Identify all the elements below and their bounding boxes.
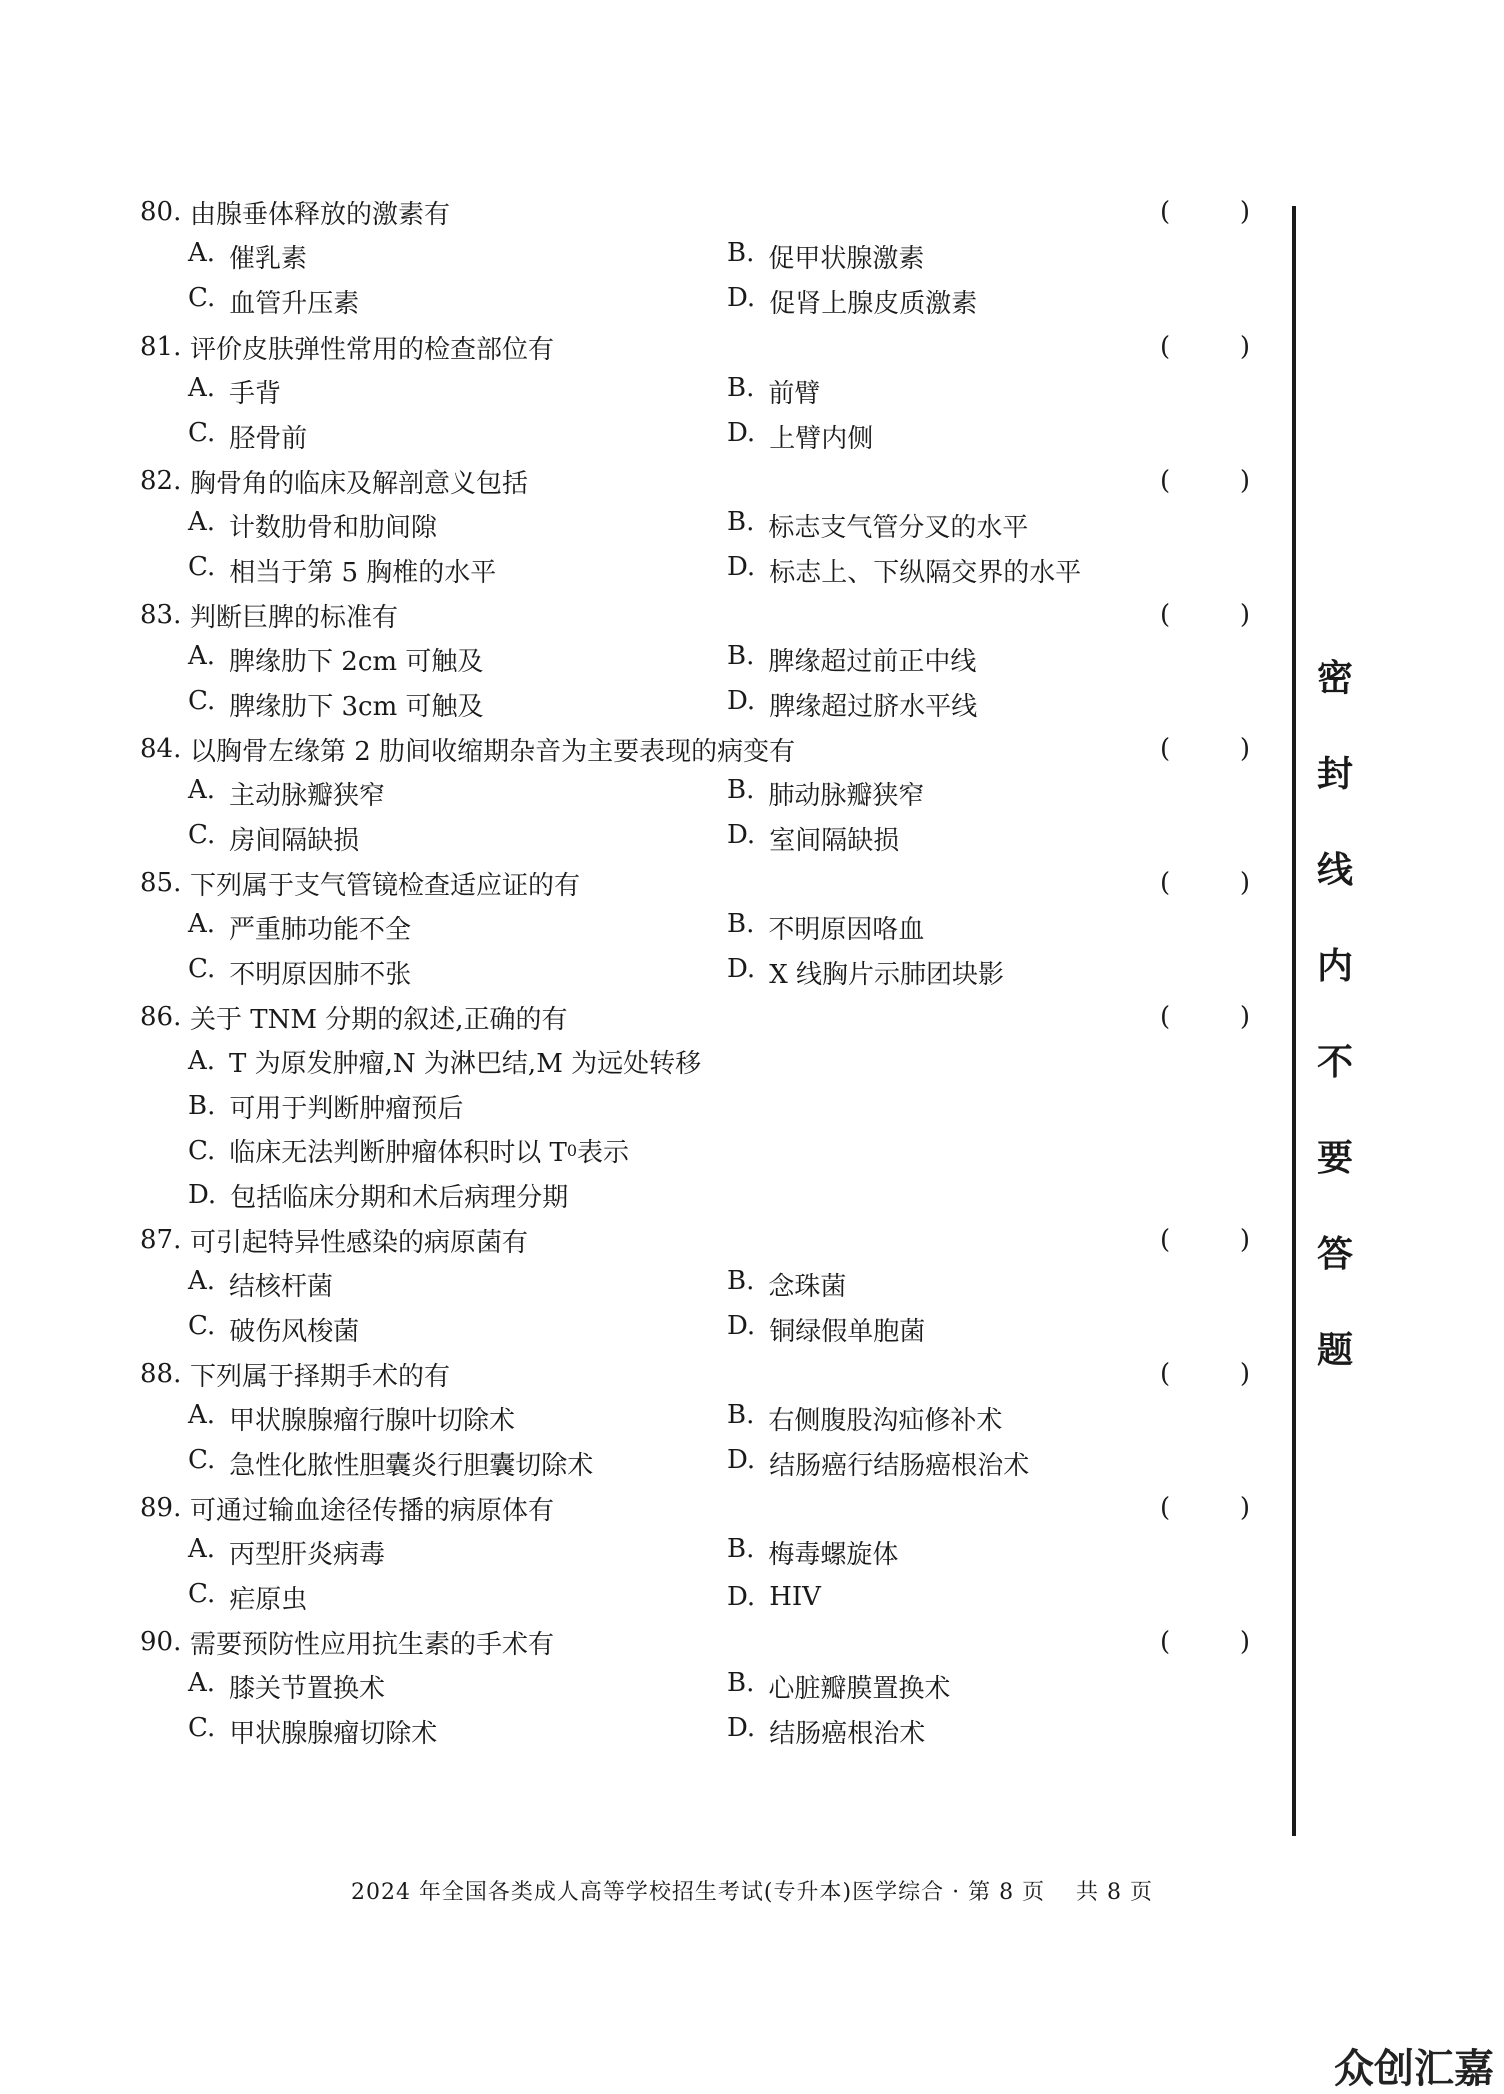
option-text: 右侧腹股沟疝修补术 <box>768 1405 1003 1436</box>
option-letter: C. <box>188 417 216 448</box>
question-86 <box>140 995 1250 1218</box>
option-letter: D. <box>727 1582 756 1613</box>
subscript: 0 <box>566 1141 578 1161</box>
option-a <box>188 775 385 812</box>
option-text: 标志支气管分叉的水平 <box>768 512 1029 543</box>
option-row <box>140 548 1250 593</box>
answer-close-paren: ) <box>1239 466 1250 496</box>
option-row <box>140 234 1250 279</box>
option-text: 膝关节置换术 <box>229 1673 386 1704</box>
answer-close-paren: ) <box>1239 1359 1250 1389</box>
option-text: 手背 <box>229 378 282 409</box>
option-d <box>727 1445 1029 1482</box>
option-c <box>188 283 359 320</box>
seal-text <box>1300 650 1370 1418</box>
option-d <box>727 552 1081 589</box>
option-b <box>727 1266 846 1303</box>
option-text: 上臂内侧 <box>769 423 874 454</box>
option-text-tail: 表示 <box>577 1138 630 1169</box>
option-a <box>188 373 281 410</box>
question-number: 88. <box>140 1359 182 1389</box>
answer-blank[interactable] <box>1160 1486 1250 1530</box>
option-letter: D. <box>727 282 756 313</box>
option-b <box>727 373 820 410</box>
answer-open-paren: ( <box>1160 197 1171 227</box>
option-letter: D. <box>727 417 756 448</box>
seal-char: 密 <box>1316 658 1353 699</box>
option-a <box>188 909 411 946</box>
question-90 <box>140 1620 1250 1753</box>
option-text: 急性化脓性胆囊炎行胆囊切除术 <box>229 1450 594 1481</box>
option-row <box>140 279 1250 324</box>
option-letter: D. <box>727 1712 756 1743</box>
answer-close-paren: ) <box>1239 600 1250 630</box>
option-c <box>188 1579 307 1616</box>
option-a <box>188 1400 515 1437</box>
option-c <box>188 954 411 991</box>
option-text: 结肠癌行结肠癌根治术 <box>769 1450 1030 1481</box>
option-letter: B. <box>727 506 755 537</box>
answer-close-paren: ) <box>1239 1627 1250 1657</box>
option-letter: A. <box>188 1667 216 1698</box>
question-number: 89. <box>140 1493 182 1523</box>
page-footer: 2024 年全国各类成人高等学校招生考试(专升本)医学综合 · 第 8 页 共 8 页 <box>350 1880 1154 1905</box>
option-a <box>188 1668 385 1705</box>
option-c <box>188 1445 593 1482</box>
option-b <box>727 1400 1002 1437</box>
option-row <box>140 682 1250 727</box>
option-text: 脾缘肋下 2cm 可触及 <box>229 646 484 677</box>
option-b <box>727 1668 950 1705</box>
question-83 <box>140 593 1250 726</box>
question-89 <box>140 1486 1250 1619</box>
question-number: 90. <box>140 1627 182 1657</box>
option-row <box>140 1262 1250 1307</box>
option-letter: B. <box>727 237 755 268</box>
option-text: 脾缘肋下 3cm 可触及 <box>229 691 484 722</box>
option-row <box>140 1530 1250 1575</box>
seal-char: 线 <box>1316 850 1353 891</box>
option-d <box>727 1311 925 1348</box>
seal-char: 要 <box>1316 1138 1353 1179</box>
seal-char: 内 <box>1316 946 1353 987</box>
option-text: 结核杆菌 <box>229 1271 334 1302</box>
option-text: 包括临床分期和术后病理分期 <box>230 1182 569 1213</box>
option-letter: B. <box>727 908 755 939</box>
option-row <box>140 414 1250 459</box>
answer-open-paren: ( <box>1160 1225 1171 1255</box>
answer-close-paren: ) <box>1239 1002 1250 1032</box>
answer-blank[interactable] <box>1160 593 1250 637</box>
option-letter: D. <box>727 1310 756 1341</box>
option-text: 主动脉瓣狭窄 <box>229 780 386 811</box>
option-letter: B. <box>727 1667 755 1698</box>
option-letter: A. <box>188 1533 216 1564</box>
answer-blank[interactable] <box>1160 861 1250 905</box>
option-row <box>140 503 1250 548</box>
answer-open-paren: ( <box>1160 600 1171 630</box>
option-letter: D. <box>727 819 756 850</box>
question-82 <box>140 459 1250 592</box>
option-row <box>140 771 1250 816</box>
answer-blank[interactable] <box>1160 1218 1250 1262</box>
option-row <box>140 1307 1250 1352</box>
option-letter: B. <box>727 372 755 403</box>
option-text: 标志上、下纵隔交界的水平 <box>769 557 1082 588</box>
answer-blank[interactable] <box>1160 459 1250 503</box>
option-text: 计数肋骨和肋间隙 <box>229 512 438 543</box>
option-letter: C. <box>188 1135 216 1166</box>
option-text: 破伤风梭菌 <box>229 1316 360 1347</box>
option-b <box>727 909 924 946</box>
option-text: 念珠菌 <box>768 1271 847 1302</box>
option-letter: B. <box>727 1399 755 1430</box>
option-letter: A. <box>188 640 216 671</box>
question-88 <box>140 1352 1250 1485</box>
question-number: 82. <box>140 466 182 496</box>
question-text: 下列属于支气管镜检查适应证的有 <box>190 870 581 901</box>
answer-blank[interactable] <box>1160 190 1250 234</box>
question-text: 以胸骨左缘第 2 肋间收缩期杂音为主要表现的病变有 <box>190 736 796 767</box>
option-text: 甲状腺腺瘤切除术 <box>229 1718 438 1749</box>
seal-line <box>1292 206 1296 1836</box>
question-84 <box>140 727 1250 860</box>
question-number: 87. <box>140 1225 182 1255</box>
option-letter: C. <box>188 953 216 984</box>
option-row <box>140 1441 1250 1486</box>
option-text: 不明原因咯血 <box>768 914 925 945</box>
option-text: 不明原因肺不张 <box>229 959 412 990</box>
watermark-logo: 众创汇嘉 <box>1334 2046 1494 2092</box>
answer-open-paren: ( <box>1160 1002 1171 1032</box>
option-c <box>188 686 484 723</box>
option-c <box>188 1713 437 1750</box>
answer-open-paren: ( <box>1160 1359 1171 1389</box>
option-letter: B. <box>727 1265 755 1296</box>
option-letter: A. <box>188 1046 216 1077</box>
option-c <box>188 418 307 455</box>
question-text: 可通过输血途径传播的病原体有 <box>190 1495 555 1526</box>
question-number: 86. <box>140 1002 182 1032</box>
option-text: 甲状腺腺瘤行腺叶切除术 <box>229 1405 516 1436</box>
option-c <box>188 1311 359 1348</box>
question-number: 84. <box>140 734 182 764</box>
option-b <box>727 238 924 275</box>
question-text: 评价皮肤弹性常用的检查部位有 <box>190 334 555 365</box>
answer-close-paren: ) <box>1239 332 1250 362</box>
option-a <box>188 238 307 275</box>
option-text: 梅毒螺旋体 <box>768 1539 899 1570</box>
answer-close-paren: ) <box>1239 1225 1250 1255</box>
option-text: 促肾上腺皮质激素 <box>769 288 978 319</box>
option-letter: A. <box>188 372 216 403</box>
option-row <box>140 1709 1250 1754</box>
option-b <box>140 1084 1250 1129</box>
answer-blank[interactable] <box>1160 1620 1250 1664</box>
option-a <box>140 1039 1250 1084</box>
option-d <box>727 686 977 723</box>
option-d <box>140 1173 1250 1218</box>
option-c <box>188 552 496 589</box>
option-text: 脾缘超过脐水平线 <box>769 691 978 722</box>
option-text: 临床无法判断肿瘤体积时以 T <box>229 1138 567 1169</box>
option-letter: C. <box>188 1578 216 1609</box>
option-text: 相当于第 5 胸椎的水平 <box>229 557 497 588</box>
option-letter: D. <box>727 953 756 984</box>
answer-close-paren: ) <box>1239 734 1250 764</box>
option-letter: B. <box>727 640 755 671</box>
option-d <box>727 820 899 857</box>
option-a <box>188 641 483 678</box>
option-c <box>188 820 359 857</box>
option-letter: B. <box>188 1091 216 1122</box>
answer-open-paren: ( <box>1160 1493 1171 1523</box>
option-letter: A. <box>188 1399 216 1430</box>
option-row <box>140 1575 1250 1620</box>
question-text: 下列属于择期手术的有 <box>190 1361 451 1392</box>
seal-char: 题 <box>1316 1330 1353 1371</box>
option-text: T 为原发肿瘤,N 为淋巴结,M 为远处转移 <box>229 1048 702 1079</box>
option-d <box>727 1582 821 1612</box>
option-letter: A. <box>188 908 216 939</box>
option-c <box>140 1128 1250 1173</box>
option-d <box>727 954 1004 991</box>
answer-open-paren: ( <box>1160 868 1171 898</box>
option-letter: B. <box>727 1533 755 1564</box>
option-text: 前臂 <box>768 378 821 409</box>
seal-char: 答 <box>1316 1234 1353 1275</box>
option-text: 催乳素 <box>229 243 308 274</box>
option-row <box>140 950 1250 995</box>
option-letter: A. <box>188 506 216 537</box>
option-letter: C. <box>188 551 216 582</box>
seal-char: 不 <box>1316 1042 1353 1083</box>
option-text: 丙型肝炎病毒 <box>229 1539 386 1570</box>
question-number: 83. <box>140 600 182 630</box>
question-81 <box>140 325 1250 458</box>
option-d <box>727 1713 925 1750</box>
option-row <box>140 816 1250 861</box>
option-letter: A. <box>188 774 216 805</box>
option-b <box>727 775 924 812</box>
option-row <box>140 369 1250 414</box>
question-text: 可引起特异性感染的病原菌有 <box>190 1227 529 1258</box>
option-text: 铜绿假单胞菌 <box>769 1316 926 1347</box>
answer-blank[interactable] <box>1160 325 1250 369</box>
question-85 <box>140 861 1250 994</box>
option-text: 血管升压素 <box>229 288 360 319</box>
option-letter: D. <box>727 551 756 582</box>
option-text: 胫骨前 <box>229 423 308 454</box>
option-a <box>188 1266 333 1303</box>
option-text: 心脏瓣膜置换术 <box>768 1673 951 1704</box>
option-text: 结肠癌根治术 <box>769 1718 926 1749</box>
option-text: HIV <box>769 1582 821 1613</box>
option-b <box>727 1534 898 1571</box>
question-text: 判断巨脾的标准有 <box>190 602 399 633</box>
option-letter: C. <box>188 1444 216 1475</box>
question-number: 80. <box>140 197 182 227</box>
answer-open-paren: ( <box>1160 466 1171 496</box>
option-a <box>188 507 437 544</box>
option-text: 室间隔缺损 <box>769 825 900 856</box>
option-letter: D. <box>727 685 756 716</box>
seal-char: 封 <box>1316 754 1353 795</box>
option-a <box>188 1534 385 1571</box>
answer-blank[interactable] <box>1160 1352 1250 1396</box>
option-text: 严重肺功能不全 <box>229 914 412 945</box>
question-80 <box>140 190 1250 323</box>
question-number: 81. <box>140 332 182 362</box>
question-number: 85. <box>140 868 182 898</box>
option-d <box>727 283 977 320</box>
option-row <box>140 905 1250 950</box>
option-text: 疟原虫 <box>229 1584 308 1615</box>
option-text: 促甲状腺激素 <box>768 243 925 274</box>
option-letter: C. <box>188 1712 216 1743</box>
question-text: 需要预防性应用抗生素的手术有 <box>190 1629 555 1660</box>
answer-open-paren: ( <box>1160 1627 1171 1657</box>
option-letter: C. <box>188 1310 216 1341</box>
option-b <box>727 507 1028 544</box>
option-d <box>727 418 873 455</box>
option-row <box>140 637 1250 682</box>
question-text: 关于 TNM 分期的叙述,正确的有 <box>190 1004 568 1035</box>
answer-open-paren: ( <box>1160 332 1171 362</box>
answer-open-paren: ( <box>1160 734 1171 764</box>
question-87 <box>140 1218 1250 1351</box>
question-text: 由腺垂体释放的激素有 <box>190 199 451 230</box>
option-text: X 线胸片示肺团块影 <box>769 959 1004 990</box>
answer-close-paren: ) <box>1239 868 1250 898</box>
answer-close-paren: ) <box>1239 197 1250 227</box>
option-b <box>727 641 976 678</box>
option-letter: A. <box>188 1265 216 1296</box>
answer-blank[interactable] <box>1160 995 1250 1039</box>
option-row <box>140 1664 1250 1709</box>
answer-blank[interactable] <box>1160 727 1250 771</box>
option-letter: A. <box>188 237 216 268</box>
option-text: 脾缘超过前正中线 <box>768 646 977 677</box>
option-letter: C. <box>188 282 216 313</box>
question-text: 胸骨角的临床及解剖意义包括 <box>190 468 529 499</box>
option-letter: C. <box>188 819 216 850</box>
option-letter: D. <box>727 1444 756 1475</box>
option-text: 可用于判断肿瘤预后 <box>229 1093 464 1124</box>
option-row <box>140 1396 1250 1441</box>
option-letter: B. <box>727 774 755 805</box>
option-letter: D. <box>188 1180 217 1211</box>
option-letter: C. <box>188 685 216 716</box>
answer-close-paren: ) <box>1239 1493 1250 1523</box>
option-text: 肺动脉瓣狭窄 <box>768 780 925 811</box>
option-text: 房间隔缺损 <box>229 825 360 856</box>
